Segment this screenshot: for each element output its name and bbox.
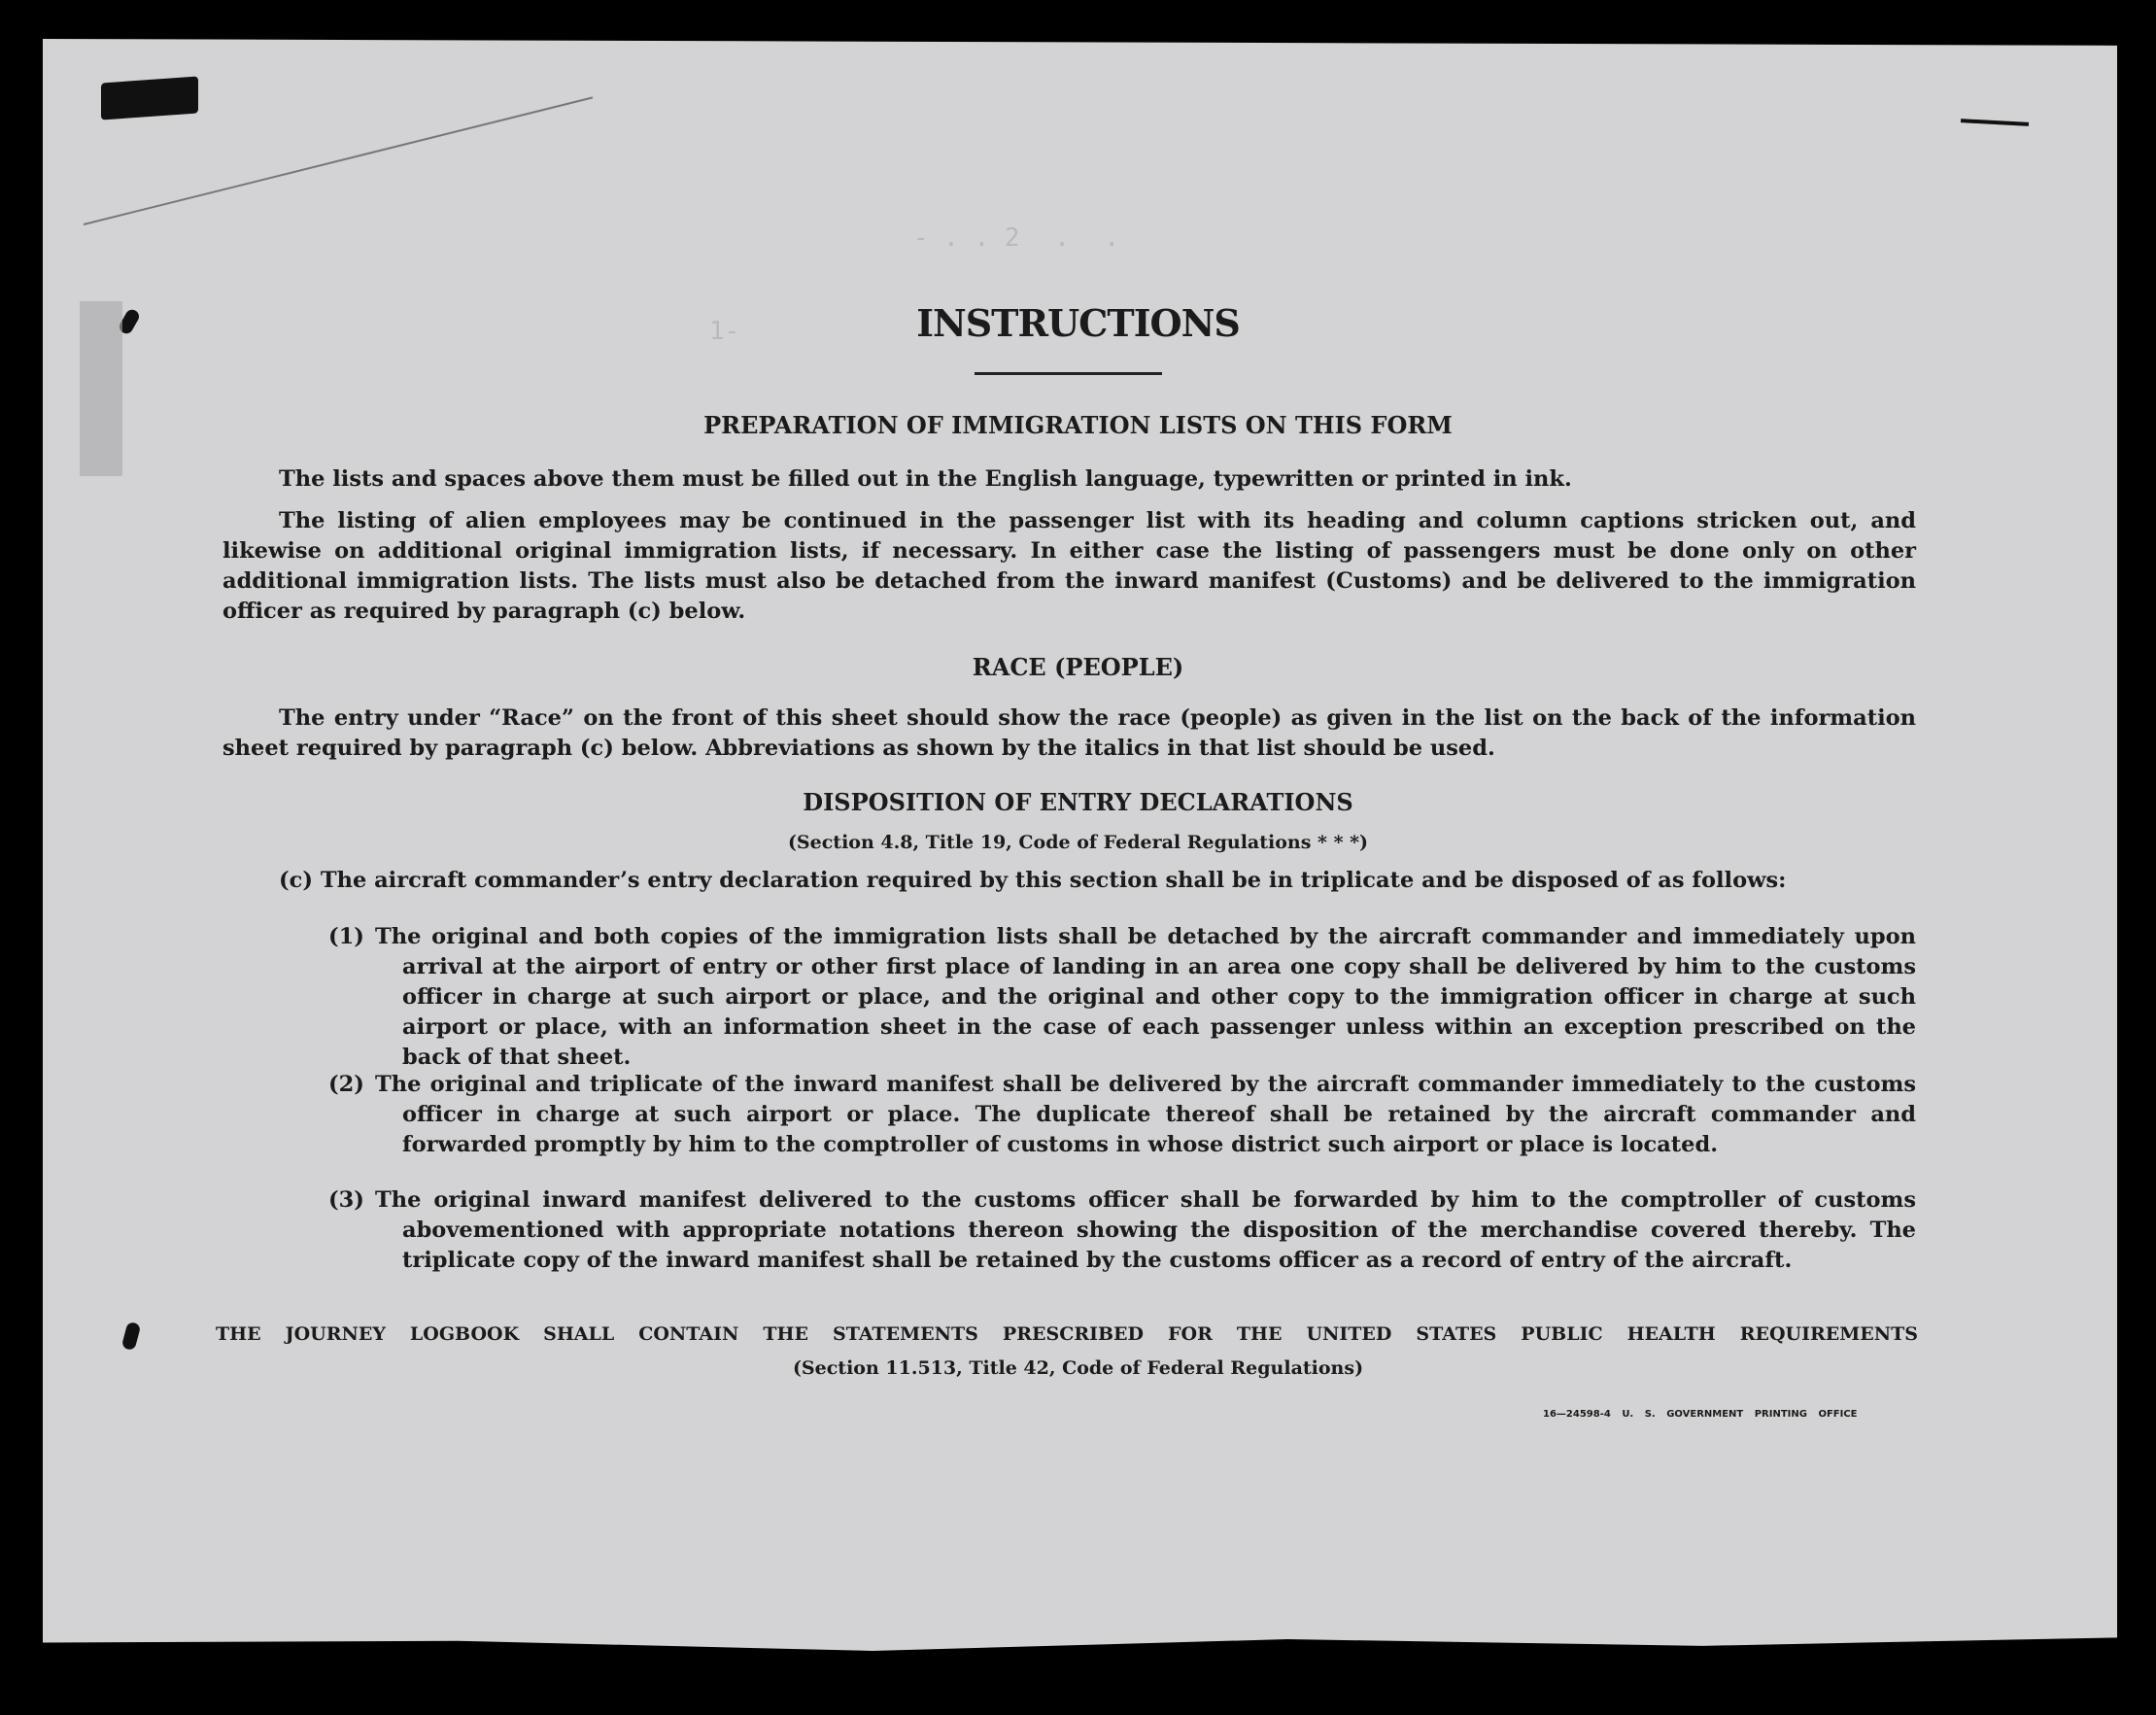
race-heading: RACE (PEOPLE) xyxy=(972,653,1184,681)
item-label: (3) xyxy=(328,1187,364,1213)
intro-text: The aircraft commander’s entry declaration required by this section shall be in triplicate and be disposed of as follows: xyxy=(320,868,1787,893)
race-paragraph: The entry under “Race” on the front of this sheet should show the race (people) as given in the list on the back of the information sheet required by paragraph (c) below. Abbreviations as shown by the italics in that list should be used. xyxy=(222,705,1916,761)
page-title: INSTRUCTIONS xyxy=(916,301,1240,345)
preparation-paragraph-2: The listing of alien employees may be continued in the passenger list with its heading and column captions stricken out, and likewise on additional original immigration lists, if necessary. In either case the listing of passengers must be done only on other additional immigration lists. The lists must also be detached from the inward manifest (Customs) and be delivered to the immigration officer as required by paragraph (c) below. xyxy=(222,508,1916,624)
disposition-item-3 xyxy=(328,1185,1916,1276)
disposition-item-1 xyxy=(328,922,1916,1073)
item-text: The original and triplicate of the inward manifest shall be delivered by the aircraft commander immediately to the customs officer in charge at such airport or place. The duplicate thereof shall be retained by the aircraft commander and forwarded promptly by him to the comptroller of customs in whose district such airport or place is located. xyxy=(375,1072,1916,1157)
show-through-text: 1- xyxy=(709,317,740,346)
disposition-heading: DISPOSITION OF ENTRY DECLARATIONS xyxy=(803,788,1353,816)
title-underline xyxy=(975,372,1162,375)
form-code: 16—24598-4 xyxy=(1543,1409,1611,1420)
health-requirements-line: THE JOURNEY LOGBOOK SHALL CONTAIN THE STATEMENTS PRESCRIBED FOR THE UNITED STATES PUBLIC HEALTH REQUIREMENTS xyxy=(216,1323,1918,1345)
show-through-text: - . . 2 . . xyxy=(913,223,1130,253)
printing-office-imprint xyxy=(1543,1409,1858,1420)
disposition-citation: (Section 4.8, Title 19, Code of Federal Regulations * * *) xyxy=(787,832,1369,853)
item-label: (1) xyxy=(328,924,364,949)
item-text: The original and both copies of the immigration lists shall be detached by the aircraft commander and immediately upon arrival at the airport of entry or other first place of landing in an area one copy shall be delivered by him to the customs officer in charge at such airport or place, and the original and other copy to the immigration officer in charge at such airport or place, with an information sheet in the case of each passenger unless within an exception prescribed on the back of that sheet. xyxy=(375,924,1916,1070)
preparation-heading: PREPARATION OF IMMIGRATION LISTS ON THIS FORM xyxy=(703,411,1453,439)
disposition-item-2 xyxy=(328,1070,1916,1160)
disposition-intro xyxy=(279,866,1931,896)
item-label: (2) xyxy=(328,1072,364,1097)
preparation-paragraph-1: The lists and spaces above them must be filled out in the English language, typewritten or printed in ink. xyxy=(279,466,1572,492)
intro-label: (c) xyxy=(279,868,313,893)
printer-name: U. S. GOVERNMENT PRINTING OFFICE xyxy=(1622,1409,1858,1420)
item-text: The original inward manifest delivered to the customs officer shall be forwarded by him to the comptroller of customs abovementioned with appropriate notations thereon showing the disposition of the merchandise covered thereby. The triplicate copy of the inward manifest shall be retained by the customs officer as a record of entry of the aircraft. xyxy=(375,1187,1916,1273)
health-citation: (Section 11.513, Title 42, Code of Federal Regulations) xyxy=(792,1357,1364,1379)
